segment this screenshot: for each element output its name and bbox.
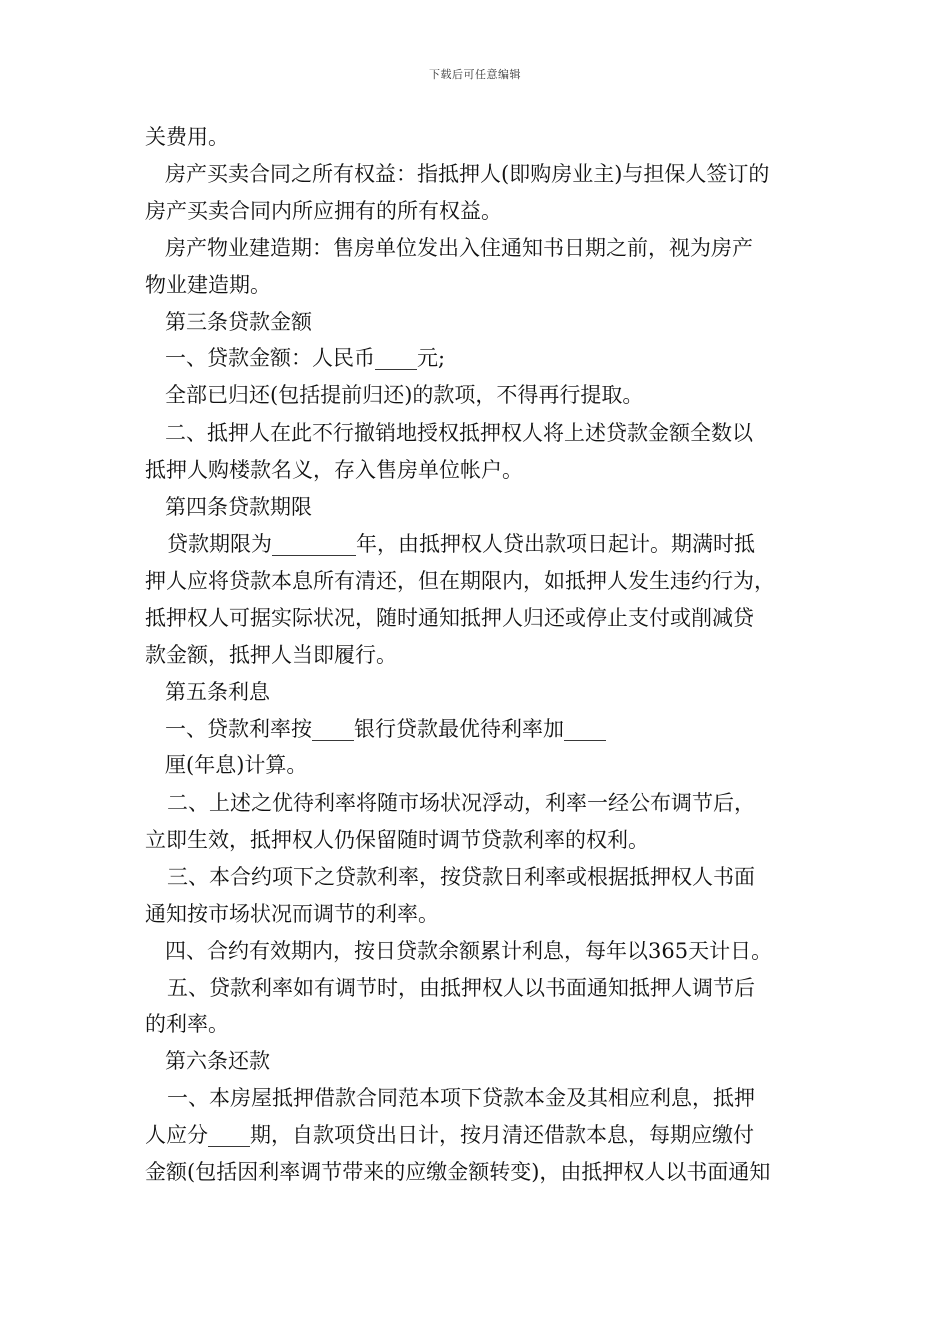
text-line: 厘(年息)计算。 xyxy=(165,753,308,777)
text-line: 通知按市场状况而调节的利率。 xyxy=(145,902,439,926)
text-line: 三、本合约项下之贷款利率，按贷款日利率或根据抵押权人书面 xyxy=(167,865,755,889)
text-line: 一、贷款利率按____银行贷款最优待利率加____ xyxy=(165,717,606,741)
text-line: 金额(包括因利率调节带来的应缴金额转变)，由抵押权人以书面通知 xyxy=(145,1160,771,1184)
text-line: 物业建造期。 xyxy=(145,273,271,297)
text-line: 全部已归还(包括提前归还)的款项，不得再行提取。 xyxy=(165,383,644,407)
section-heading: 第四条贷款期限 xyxy=(165,495,312,519)
text-line: 房产买卖合同之所有权益：指抵押人(即购房业主)与担保人签订的 xyxy=(165,162,770,186)
text-line: 房产物业建造期：售房单位发出入住通知书日期之前，视为房产 xyxy=(165,236,753,260)
text-line: 立即生效，抵押权人仍保留随时调节贷款利率的权利。 xyxy=(145,828,649,852)
text-line: 款金额，抵押人当即履行。 xyxy=(145,643,397,667)
text-line: 押人应将贷款本息所有清还，但在期限内，如抵押人发生违约行为， xyxy=(145,569,775,593)
text-line: 的利率。 xyxy=(145,1012,229,1036)
text-line: 二、上述之优待利率将随市场状况浮动，利率一经公布调节后， xyxy=(167,791,755,815)
text-line: 抵押权人可据实际状况，随时通知抵押人归还或停止支付或削减贷 xyxy=(145,606,754,630)
text-line: 五、贷款利率如有调节时，由抵押权人以书面通知抵押人调节后 xyxy=(167,976,755,1000)
text-line: 房产买卖合同内所应拥有的所有权益。 xyxy=(145,199,502,223)
text-line: 贷款期限为________年，由抵押权人贷出款项日起计。期满时抵 xyxy=(167,532,755,556)
text-line: 四、合约有效期内，按日贷款余额累计利息，每年以365天计日。 xyxy=(165,939,773,963)
text-line: 一、贷款金额：人民币____元; xyxy=(165,346,446,370)
text-line: 人应分____期，自款项贷出日计，按月清还借款本息，每期应缴付 xyxy=(145,1123,754,1147)
section-heading: 第六条还款 xyxy=(165,1049,270,1073)
page-header: 下载后可任意编辑 xyxy=(429,68,521,81)
section-heading: 第五条利息 xyxy=(165,680,270,704)
section-heading: 第三条贷款金额 xyxy=(165,310,312,334)
text-line: 二、抵押人在此不行撤销地授权抵押权人将上述贷款金额全数以 xyxy=(165,421,753,445)
text-line: 一、本房屋抵押借款合同范本项下贷款本金及其相应利息，抵押 xyxy=(167,1086,755,1110)
text-line: 关费用。 xyxy=(145,125,229,149)
text-line: 抵押人购楼款名义，存入售房单位帐户。 xyxy=(145,458,523,482)
